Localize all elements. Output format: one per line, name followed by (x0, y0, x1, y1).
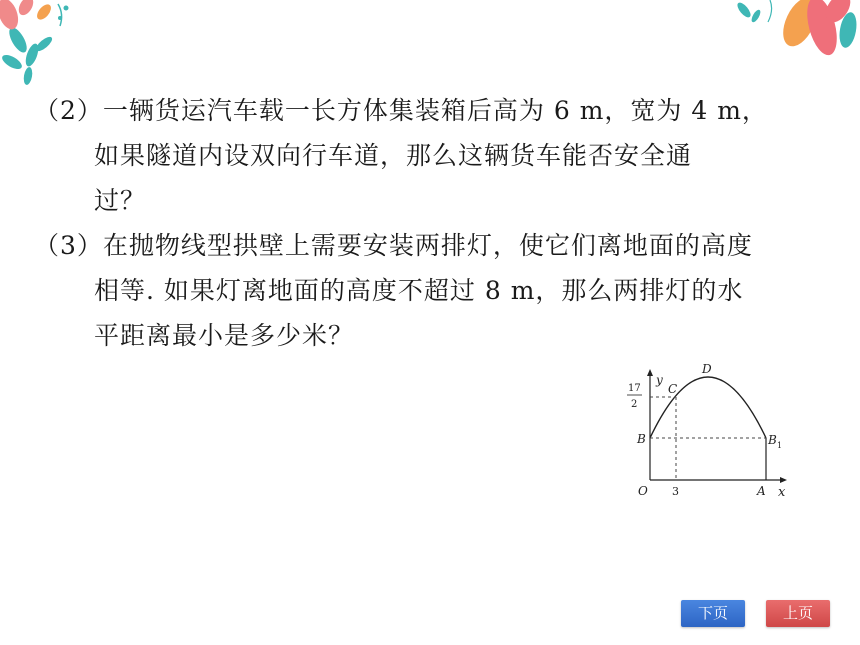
question-2 (34, 88, 854, 223)
label-fraction-denominator: 2 (631, 399, 638, 410)
x-axis-arrow-icon (780, 477, 787, 483)
label-origin: O (638, 484, 648, 498)
teal-leaf-icon (0, 25, 54, 86)
label-y: y (656, 373, 663, 387)
label-tick-3: 3 (672, 485, 679, 498)
floral-decoration-top-left (0, 0, 90, 95)
pink-leaf-icon (0, 0, 36, 32)
label-fraction-numerator: 17 (628, 383, 641, 394)
orange-leaf-icon (34, 2, 53, 22)
label-b1: B (768, 433, 777, 447)
label-x: x (778, 485, 786, 500)
label-c: C (668, 382, 678, 396)
label-b: B (637, 432, 646, 446)
question-2-line-2: 如果隧道内设双向行车道，那么这辆货车能否安全通 (94, 141, 693, 170)
label-d: D (702, 362, 712, 376)
question-2-line-1: （2）一辆货运汽车载一长方体集装箱后高为 6 m，宽为 4 m， (34, 96, 768, 125)
question-3 (34, 223, 854, 358)
question-3-line-2: 相等. 如果灯离地面的高度不超过 8 m，那么两排灯的水 (94, 276, 744, 305)
label-b1-subscript: 1 (777, 441, 783, 450)
previous-page-button[interactable]: 上页 (766, 600, 830, 627)
floral-decoration-top-right (730, 0, 860, 80)
parabola-arch-figure (612, 358, 802, 508)
next-page-button[interactable]: 下页 (681, 600, 745, 627)
question-3-line-3: 平距离最小是多少米？ (94, 321, 355, 350)
question-2-line-3: 过？ (94, 186, 147, 215)
label-a: A (757, 484, 766, 498)
question-3-line-1: （3）在抛物线型拱壁上需要安装两排灯，使它们离地面的高度 (34, 231, 753, 260)
y-axis-arrow-icon (647, 369, 653, 376)
